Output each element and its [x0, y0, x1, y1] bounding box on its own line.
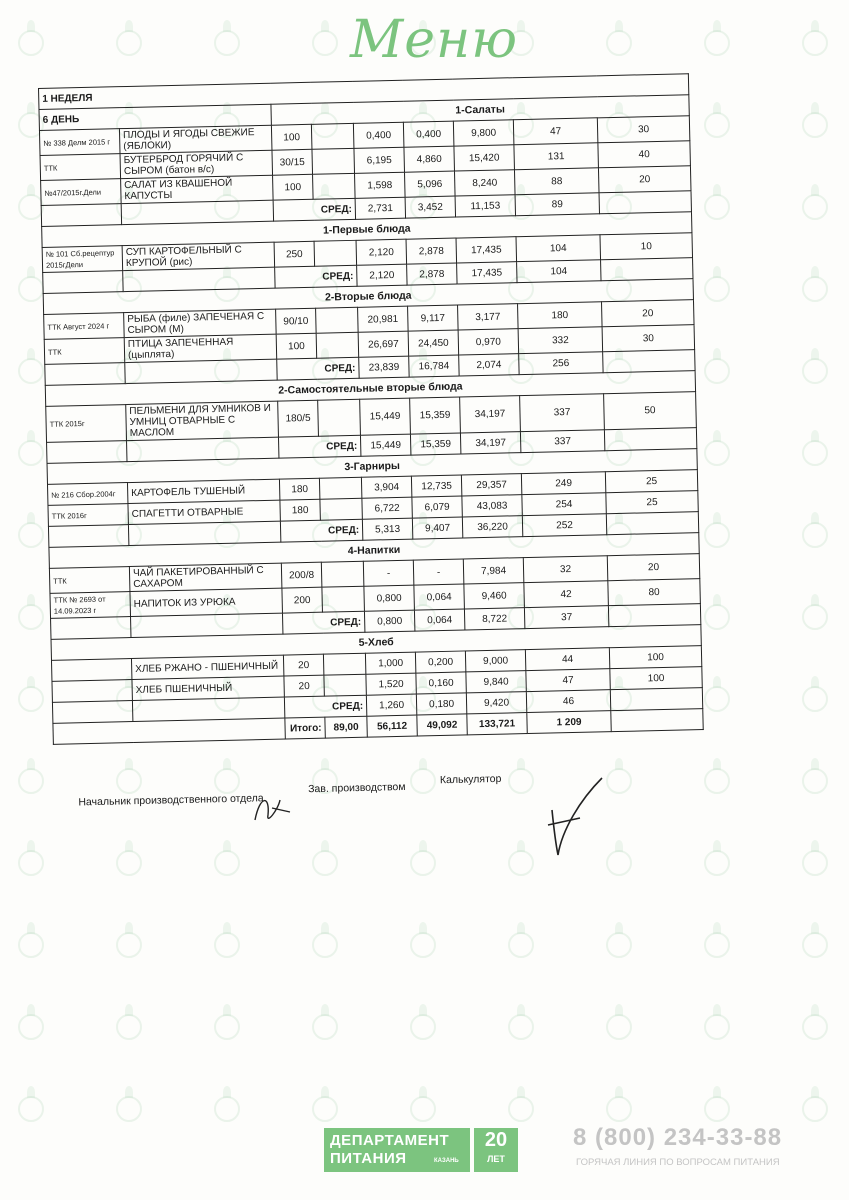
dish-code: ТТК № 2693 от 14.09.2023 г	[50, 592, 131, 619]
avg-kcal: 46	[526, 690, 610, 713]
dish-kcal: 254	[522, 493, 606, 516]
dish-name: ЧАЙ ПАКЕТИРОВАННЫЙ С САХАРОМ	[129, 563, 282, 591]
dish-kcal: 131	[514, 143, 599, 170]
dish-carbs: 17,435	[456, 237, 517, 263]
avg-kcal: 104	[517, 260, 601, 283]
dish-price	[322, 586, 365, 612]
watermark-icon	[704, 112, 730, 138]
watermark-icon	[410, 1096, 436, 1122]
avg-carbs: 36,220	[462, 516, 522, 538]
dish-price	[319, 477, 361, 499]
watermark-icon	[704, 440, 730, 466]
section-title: 4-Напитки	[49, 533, 699, 569]
avg-carbs: 9,420	[466, 692, 526, 714]
watermark-icon	[116, 768, 142, 794]
avg-carbs: 8,722	[464, 608, 524, 630]
watermark-icon	[18, 30, 44, 56]
dish-portion: 180/5	[278, 400, 319, 437]
dish-code	[52, 680, 132, 703]
watermark-icon	[606, 30, 632, 56]
dish-price	[323, 653, 365, 675]
dish-kcal: 88	[514, 168, 599, 195]
dish-carbs: 3,177	[458, 304, 519, 330]
watermark-icon	[18, 932, 44, 958]
logo-box	[324, 1128, 470, 1172]
watermark-icon	[606, 1014, 632, 1040]
total-kcal: 1 209	[527, 711, 611, 734]
logo-line2: ПИТАНИЯ	[330, 1150, 407, 1167]
avg-label: СРЕД:	[275, 265, 357, 288]
avg-code	[47, 441, 127, 464]
dish-protein: 20,981	[358, 306, 409, 332]
watermark-icon	[214, 850, 240, 876]
dish-code: ТТК	[44, 338, 125, 365]
watermark-icon	[18, 768, 44, 794]
dish-price	[316, 307, 359, 333]
dish-kcal: 332	[518, 327, 603, 354]
section-title: 3-Гарниры	[47, 449, 697, 485]
dish-name: БУТЕРБРОД ГОРЯЧИЙ С СЫРОМ (батон в/с)	[120, 150, 273, 178]
total-label: Итого:	[285, 717, 325, 739]
watermark-icon	[116, 850, 142, 876]
dish-price	[321, 561, 364, 587]
avg-extra	[599, 191, 691, 214]
avg-protein: 0,800	[364, 610, 414, 632]
dish-fat: -	[413, 559, 464, 585]
avg-protein: 1,260	[366, 694, 416, 716]
watermark-icon	[704, 522, 730, 548]
total-fat: 49,092	[417, 714, 467, 736]
dish-code: ТТК 2015г	[46, 405, 127, 443]
section-title: 2-Самостоятельные вторые блюда	[45, 371, 695, 407]
dish-carbs: 9,000	[465, 650, 525, 672]
watermark-icon	[802, 440, 828, 466]
total-spacer	[53, 718, 285, 744]
dish-carbs: 9,460	[464, 583, 525, 609]
dish-protein: 6,195	[354, 147, 405, 173]
watermark-icon	[312, 1096, 338, 1122]
avg-fat: 16,784	[409, 355, 459, 377]
dish-code: № 101 Сб.рецептур 2015гДели	[42, 246, 123, 273]
week-label: 1 НЕДЕЛЯ	[39, 74, 689, 110]
avg-label: СРЕД:	[273, 198, 355, 221]
dish-protein: 26,697	[358, 331, 409, 357]
avg-label: СРЕД:	[280, 519, 362, 542]
watermark-icon	[704, 850, 730, 876]
watermark-icon	[214, 932, 240, 958]
avg-protein: 5,313	[362, 518, 412, 540]
dish-fat: 6,079	[412, 496, 462, 518]
logo-anniversary	[474, 1128, 518, 1172]
dish-carbs: 7,984	[463, 558, 524, 584]
dish-extra: 20	[607, 554, 700, 581]
dish-portion: 100	[271, 124, 312, 150]
watermark-icon	[214, 1014, 240, 1040]
watermark-icon	[410, 1014, 436, 1040]
dish-fat: 4,860	[404, 146, 455, 172]
section-title: 5-Хлеб	[51, 625, 701, 661]
avg-protein: 23,839	[359, 356, 409, 378]
logo-years: ЛЕТ	[487, 1154, 505, 1164]
avg-extra	[606, 512, 698, 535]
watermark-icon	[18, 276, 44, 302]
watermark-icon	[116, 30, 142, 56]
dish-kcal: 180	[518, 302, 603, 329]
dish-portion: 20	[284, 675, 324, 697]
dish-carbs: 15,420	[454, 145, 515, 171]
avg-kcal: 89	[515, 193, 599, 216]
avg-protein: 2,120	[357, 264, 407, 286]
watermark-icon	[18, 1096, 44, 1122]
watermark-icon	[802, 30, 828, 56]
dish-extra: 25	[606, 491, 698, 514]
avg-label: СРЕД:	[284, 695, 366, 718]
watermark-icon	[704, 358, 730, 384]
dish-name: ПЕЛЬМЕНИ ДЛЯ УМНИКОВ И УМНИЦ ОТВАРНЫЕ С МАСЛОМ	[126, 401, 279, 440]
watermark-icon	[312, 850, 338, 876]
avg-fat: 2,878	[407, 263, 457, 285]
dish-kcal: 42	[524, 581, 609, 608]
avg-kcal: 37	[524, 606, 608, 629]
avg-extra	[604, 428, 696, 451]
dish-name: НАПИТОК ИЗ УРЮКА	[130, 588, 283, 616]
watermark-icon	[214, 768, 240, 794]
dish-extra: 40	[598, 141, 691, 168]
watermark-icon	[116, 1014, 142, 1040]
dish-fat: 2,878	[406, 238, 457, 264]
handwritten-signature-2	[540, 770, 610, 860]
dish-portion: 30/15	[272, 149, 313, 175]
department-logo	[324, 1128, 518, 1172]
dish-code: № 338 Делм 2015 г	[39, 129, 120, 156]
watermark-icon	[214, 30, 240, 56]
watermark-icon	[802, 932, 828, 958]
dish-kcal: 249	[521, 472, 605, 495]
watermark-icon	[214, 1096, 240, 1122]
watermark-icon	[606, 932, 632, 958]
dish-protein: 6,722	[362, 497, 412, 519]
dish-name: КАРТОФЕЛЬ ТУШЕНЫЙ	[127, 479, 279, 503]
total-extra	[611, 709, 703, 732]
watermark-icon	[704, 686, 730, 712]
dish-fat: 24,450	[408, 330, 459, 356]
avg-kcal: 337	[520, 430, 604, 453]
dish-name: РЫБА (филе) ЗАПЕЧЕНАЯ С СЫРОМ (М)	[124, 309, 277, 337]
watermark-icon	[802, 850, 828, 876]
dish-protein: 3,904	[361, 476, 411, 498]
watermark-icon	[802, 358, 828, 384]
dish-fat: 9,117	[408, 305, 459, 331]
watermark-icon	[410, 850, 436, 876]
watermark-icon	[606, 1096, 632, 1122]
section-title: 2-Вторые блюда	[43, 279, 693, 315]
dish-price	[324, 674, 366, 696]
watermark-icon	[802, 686, 828, 712]
dish-price	[316, 332, 359, 358]
watermark-icon	[18, 686, 44, 712]
watermark-icon	[508, 1014, 534, 1040]
dish-kcal: 104	[516, 235, 601, 262]
avg-extra	[601, 258, 693, 281]
dish-portion: 200/8	[281, 562, 322, 588]
watermark-icon	[802, 604, 828, 630]
watermark-icon	[704, 1096, 730, 1122]
dish-name: САЛАТ ИЗ КВАШЕНОЙ КАПУСТЫ	[121, 175, 274, 203]
avg-kcal: 252	[522, 514, 606, 537]
dish-name: ХЛЕБ РЖАНО - ПШЕНИЧНЫЙ	[131, 655, 283, 679]
watermark-icon	[704, 30, 730, 56]
dish-fat: 5,096	[405, 171, 456, 197]
dish-protein: 1,520	[366, 673, 416, 695]
avg-fat: 0,064	[414, 609, 464, 631]
avg-label: СРЕД:	[282, 611, 364, 634]
watermark-icon	[802, 1096, 828, 1122]
watermark-icon	[704, 276, 730, 302]
dish-name: ПЛОДЫ И ЯГОДЫ СВЕЖИЕ (ЯБЛОКИ)	[119, 125, 272, 153]
avg-fat: 9,407	[412, 517, 462, 539]
dish-kcal: 47	[526, 669, 610, 692]
dish-fat: 15,359	[410, 397, 461, 434]
watermark-icon	[704, 194, 730, 220]
total-sum: 89,00	[325, 716, 367, 738]
watermark-icon	[508, 1096, 534, 1122]
watermark-icon	[704, 932, 730, 958]
dish-protein: 0,800	[364, 585, 415, 611]
avg-label: СРЕД:	[277, 357, 359, 380]
dish-portion: 200	[282, 587, 323, 613]
watermark-icon	[802, 522, 828, 548]
dish-name: ХЛЕБ ПШЕНИЧНЫЙ	[132, 676, 284, 700]
watermark-icon	[704, 604, 730, 630]
dish-extra: 20	[598, 166, 691, 193]
hotline-phone[interactable]: 8 (800) 234-33-88	[573, 1124, 783, 1151]
logo-number: 20	[484, 1129, 508, 1151]
watermark-icon	[802, 276, 828, 302]
logo-line1: ДЕПАРТАМЕНТ	[330, 1132, 450, 1149]
dish-protein: 1,598	[355, 172, 406, 198]
watermark-icon	[116, 1096, 142, 1122]
dish-carbs: 0,970	[458, 329, 519, 355]
dish-name: СУП КАРТОФЕЛЬНЫЙ С КРУПОЙ (рис)	[122, 242, 275, 270]
section-title: 1-Салаты	[271, 95, 689, 125]
dish-name: ПТИЦА ЗАПЕЧЕННАЯ (цыплята)	[124, 334, 277, 362]
avg-extra	[610, 688, 702, 711]
dish-code: ТТК	[40, 154, 121, 181]
dish-extra: 100	[609, 646, 701, 669]
dish-carbs: 29,357	[461, 474, 521, 496]
avg-carbs: 2,074	[459, 354, 519, 376]
avg-code	[43, 271, 123, 294]
dish-extra: 20	[601, 300, 694, 327]
dish-extra: 10	[600, 233, 693, 260]
dish-portion: 20	[283, 654, 323, 676]
dish-kcal: 337	[520, 394, 605, 432]
avg-protein: 2,731	[355, 197, 405, 219]
watermark-icon	[704, 1014, 730, 1040]
dish-portion: 180	[280, 499, 320, 521]
dish-portion: 100	[276, 333, 317, 359]
avg-fat: 3,452	[405, 196, 455, 218]
handwritten-signature-1	[250, 790, 295, 830]
watermark-icon	[18, 522, 44, 548]
dish-extra: 50	[604, 392, 697, 430]
watermark-icon	[802, 768, 828, 794]
menu-table	[38, 73, 704, 745]
day-label: 6 ДЕНЬ	[39, 104, 271, 130]
watermark-icon	[704, 768, 730, 794]
watermark-icon	[312, 932, 338, 958]
watermark-icon	[18, 358, 44, 384]
watermark-icon	[312, 1014, 338, 1040]
dish-protein: -	[363, 560, 414, 586]
avg-code	[45, 363, 125, 386]
dish-fat: 0,064	[414, 584, 465, 610]
dish-fat: 12,735	[411, 475, 461, 497]
logo-city: КАЗАНЬ	[434, 1158, 459, 1164]
watermark-icon	[18, 604, 44, 630]
dish-price	[318, 399, 361, 436]
watermark-icon	[18, 850, 44, 876]
watermark-icon	[18, 440, 44, 466]
avg-fat: 15,359	[410, 433, 460, 455]
total-protein: 56,112	[367, 715, 417, 737]
dish-extra: 30	[602, 325, 695, 352]
dish-price	[312, 148, 355, 174]
dish-name: СПАГЕТТИ ОТВАРНЫЕ	[128, 500, 280, 524]
avg-carbs: 17,435	[457, 262, 517, 284]
dish-price	[314, 240, 357, 266]
avg-extra	[603, 350, 695, 373]
page-title: Меню	[350, 10, 519, 70]
watermark-icon	[802, 112, 828, 138]
avg-protein: 15,449	[360, 434, 410, 456]
avg-carbs: 34,197	[460, 432, 520, 454]
watermark-icon	[410, 768, 436, 794]
dish-price	[313, 173, 356, 199]
dish-extra: 80	[608, 579, 701, 606]
dish-portion: 90/10	[276, 308, 317, 334]
dish-portion: 100	[273, 174, 314, 200]
dish-carbs: 8,240	[454, 170, 515, 196]
dish-extra: 100	[610, 667, 702, 690]
dish-protein: 15,449	[360, 398, 411, 435]
dish-code	[51, 659, 131, 682]
watermark-icon	[116, 932, 142, 958]
dish-kcal: 44	[525, 648, 609, 671]
dish-kcal: 47	[513, 118, 598, 145]
watermark-icon	[410, 932, 436, 958]
signature-head-label: Начальник производственного отдела	[78, 792, 264, 809]
watermark-icon	[312, 30, 338, 56]
dish-extra: 25	[605, 470, 697, 493]
dish-carbs: 43,083	[462, 495, 522, 517]
dish-carbs: 9,800	[453, 120, 514, 146]
dish-fat: 0,200	[415, 651, 465, 673]
dish-price	[311, 123, 354, 149]
avg-code	[52, 701, 132, 724]
signature-calculator-label: Калькулятор	[439, 772, 502, 787]
dish-extra: 30	[597, 116, 690, 143]
menu-sheet	[38, 73, 703, 745]
dish-code: ТТК Август 2024 г	[44, 313, 125, 340]
dish-code: ТТК 2016г	[48, 504, 128, 527]
avg-extra	[608, 604, 700, 627]
signature-manager-label: Зав. производством	[308, 781, 406, 796]
dish-fat: 0,400	[403, 121, 454, 147]
avg-kcal: 256	[519, 352, 603, 375]
hotline-caption: ГОРЯЧАЯ ЛИНИЯ ПО ВОПРОСАМ ПИТАНИЯ	[576, 1157, 780, 1168]
dish-protein: 0,400	[353, 122, 404, 148]
dish-protein: 1,000	[365, 652, 415, 674]
section-title: 1-Первые блюда	[42, 212, 692, 248]
avg-code	[48, 525, 128, 548]
avg-code	[41, 204, 121, 227]
dish-carbs: 34,197	[460, 396, 521, 433]
total-carbs: 133,721	[467, 713, 527, 735]
avg-carbs: 11,153	[455, 195, 515, 217]
dish-portion: 250	[274, 241, 315, 267]
avg-label: СРЕД:	[278, 435, 360, 458]
watermark-icon	[508, 932, 534, 958]
dish-fat: 0,160	[416, 672, 466, 694]
dish-portion: 180	[279, 478, 319, 500]
dish-kcal: 32	[523, 556, 608, 583]
watermark-icon	[18, 1014, 44, 1040]
avg-code	[51, 617, 131, 640]
watermark-icon	[802, 194, 828, 220]
avg-fat: 0,180	[416, 693, 466, 715]
dish-price	[320, 498, 362, 520]
dish-code: №47/2015г.Дели	[41, 179, 122, 206]
dish-carbs: 9,840	[466, 671, 526, 693]
dish-code: ТТК	[49, 567, 130, 594]
dish-protein: 2,120	[356, 239, 407, 265]
watermark-icon	[802, 1014, 828, 1040]
dish-code: № 216 Сбор.2004г	[47, 483, 127, 506]
watermark-icon	[508, 768, 534, 794]
watermark-icon	[508, 850, 534, 876]
